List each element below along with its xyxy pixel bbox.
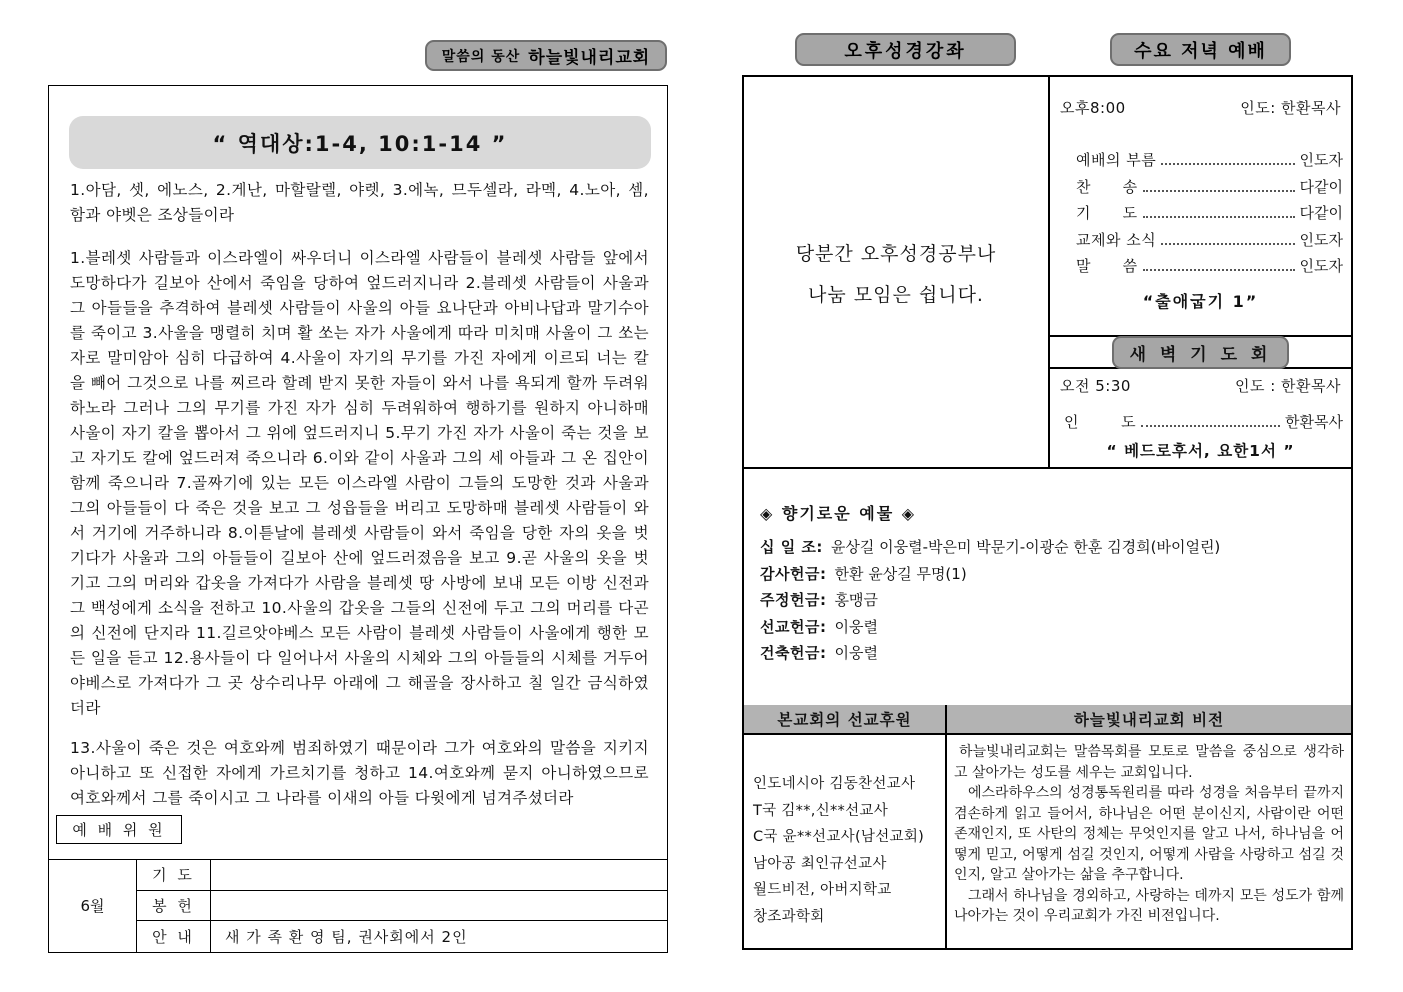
vision-paragraph: 그래서 하나님을 경외하고, 사랑하는 데까지 모든 성도가 함께 나아가는 것이 우리교회가 가진 비전입니다. xyxy=(954,887,1344,924)
offering-value: 이웅렬 xyxy=(834,617,878,636)
offering-label: 십 일 조: xyxy=(760,538,823,556)
notice-line: 당분간 오후성경공부나 xyxy=(795,243,997,265)
worship-committee-table xyxy=(49,859,667,952)
service-leader: 인도: 한환목사 xyxy=(1240,99,1341,117)
services-section xyxy=(744,77,1351,469)
mission-vision-table-body xyxy=(744,735,1351,948)
offering-row xyxy=(760,616,1335,643)
committee-row-value xyxy=(211,891,667,922)
worship-item-label: 교제와 소식 xyxy=(1076,230,1157,249)
sermon-title: “출애굽기 1” xyxy=(1142,292,1259,311)
dotted-leader xyxy=(1143,207,1295,218)
committee-month-cell: 6월 xyxy=(49,860,137,952)
worship-item-label: 기 도 xyxy=(1076,204,1138,222)
missions-header-cell: 본교회의 선교후원 xyxy=(744,705,947,733)
wednesday-time-row xyxy=(1060,97,1341,118)
dawn-prayer-header xyxy=(1050,335,1351,369)
committee-row-value: 새 가 족 환 영 팀, 권사회에서 2인 xyxy=(225,928,468,947)
dawn-prayer-badge: 새 벽 기 도 회 xyxy=(1112,336,1290,369)
mission-list xyxy=(744,735,947,948)
worship-item-value: 한환목사 xyxy=(1285,413,1343,431)
notice-line: 나눔 모임은 쉽니다. xyxy=(808,284,984,306)
bulletin-left-page xyxy=(48,85,668,953)
offering-value: 한환 윤상길 무명(1) xyxy=(834,564,967,583)
scripture-paragraph-closing: 13.사울이 죽은 것은 여호와께 범죄하였기 때문이라 그가 여호와의 말씀을 지키지 아니하고 또 신접한 자에게 가르치기를 청하고 14.여호와께 묻지 아니하였으므로 여호와께서 그를 죽이시고 그 나라를 이새의 아들 다윗에게 넘겨주셨더라 xyxy=(70,739,649,807)
offering-value: 이웅렬 xyxy=(834,644,878,662)
committee-row-value xyxy=(211,860,667,891)
vision-paragraph: 하늘빛내리교회는 말씀목회를 모토로 말씀을 중심으로 생각하고 살아가는 성도를 세우는 교회입니다. xyxy=(954,744,1344,781)
vision-header-cell: 하늘빛내리교회 비전 xyxy=(1073,711,1225,729)
mission-item: 인도네시아 김동찬선교사 xyxy=(753,776,916,792)
vision-text xyxy=(947,735,1351,948)
worship-item-value: 다같이 xyxy=(1299,204,1343,222)
service-leader: 인도 : 한환목사 xyxy=(1234,377,1341,395)
worship-item xyxy=(1076,255,1343,282)
worship-item-value: 인도자 xyxy=(1299,230,1343,249)
offerings-section xyxy=(744,469,1351,705)
offering-row xyxy=(760,642,1335,669)
mission-item: 남아공 최인규선교사 xyxy=(753,855,887,872)
offering-label: 주정헌금: xyxy=(760,591,827,609)
mission-vision-table xyxy=(744,705,1351,948)
dotted-leader xyxy=(1161,154,1294,165)
worship-item xyxy=(1076,229,1343,256)
afternoon-class-notice xyxy=(744,77,1050,469)
wednesday-evening-service-badge: 수요 저녁 예배 xyxy=(1110,33,1291,66)
church-name-badge xyxy=(425,40,667,71)
worship-item-label: 인 도 xyxy=(1064,413,1137,431)
offering-label: 선교헌금: xyxy=(760,617,827,636)
offering-label: 건축헌금: xyxy=(760,644,827,662)
worship-item-label: 말 씀 xyxy=(1076,257,1138,275)
afternoon-bible-class-badge: 오후성경강좌 xyxy=(795,33,1016,66)
offering-row xyxy=(760,536,1335,563)
wednesday-service-column xyxy=(1050,77,1351,469)
service-time: 오후8:00 xyxy=(1060,99,1126,117)
committee-row-label: 기 도 xyxy=(137,860,211,891)
worship-item-value: 다같이 xyxy=(1299,177,1343,196)
dotted-leader xyxy=(1161,234,1294,245)
offering-row xyxy=(760,589,1335,616)
bulletin-right-page xyxy=(742,75,1353,950)
offering-value: 윤상길 이웅렬-박은미 박문기-이광순 한훈 김경희(바이얼린) xyxy=(830,538,1221,556)
offerings-title: ◈ 향기로운 예물 ◈ xyxy=(760,504,917,523)
worship-item-label: 찬 송 xyxy=(1076,177,1138,196)
committee-row-label: 안 내 xyxy=(137,921,211,952)
mission-item: 창조과학회 xyxy=(753,908,825,925)
scripture-reference-title: “ 역대상:1-4, 10:1-14 ” xyxy=(69,116,651,169)
worship-item xyxy=(1076,149,1343,176)
worship-committee-label-box: 예 배 위 원 xyxy=(56,815,182,844)
worship-item-label: 예배의 부름 xyxy=(1076,151,1157,169)
mission-vision-table-header xyxy=(744,705,1351,735)
church-badge-name: 하늘빛내리교회 xyxy=(528,48,651,68)
offering-value: 홍맹금 xyxy=(834,591,878,609)
worship-item xyxy=(1076,176,1343,203)
worship-item-value: 인도자 xyxy=(1299,151,1343,169)
vision-paragraph: 에스라하우스의 성경통독원리를 따라 성경을 처음부터 끝까지 겸손하게 읽고 들어서, 하나님은 어떤 분이신지, 사람이란 어떤 존재인지, 또 사탄의 정체는 무엇인지를 알고 나서, 하나님을 어떻게 믿고, 어떻게 섬길 것인지, 어떻게 사람을 사랑하고 섬길 것인지, 알고 살아가는 삶을 추구합니다. xyxy=(954,785,1344,883)
mission-item: C국 윤**선교사(남선교회) xyxy=(753,829,925,845)
worship-item-value: 인도자 xyxy=(1299,257,1343,275)
church-badge-motto: 말씀의 동산 xyxy=(441,48,521,65)
mission-item: 월드비전, 아버지학교 xyxy=(753,882,892,898)
worship-item xyxy=(1076,202,1343,229)
committee-row-label: 봉 헌 xyxy=(137,891,211,922)
dotted-leader xyxy=(1143,181,1295,192)
dawn-passage-title: “ 베드로후서, 요한1서 ” xyxy=(1106,442,1295,460)
wednesday-order-of-worship xyxy=(1076,149,1343,282)
service-time: 오전 5:30 xyxy=(1060,377,1131,395)
scripture-paragraph-genealogy: 1.아담, 셋, 에노스, 2.게난, 마할랄렐, 야렛, 3.에녹, 므두셀라, 라멕, 4.노아, 셈, 함과 야벳은 조상들이라 xyxy=(70,181,649,224)
offering-row xyxy=(760,563,1335,590)
offering-label: 감사헌금: xyxy=(760,564,827,583)
mission-item: T국 김**,신**선교사 xyxy=(753,802,889,819)
scripture-paragraph-main: 1.블레셋 사람들과 이스라엘이 싸우더니 이스라엘 사람들이 블레셋 사람들 앞에서 도망하다가 길보아 산에서 죽임을 당하여 엎드러지니라 2.블레셋 사람들이 사울과 그 아들들을 추격하여 블레셋 사람들이 사울의 아들 요나단과 아비나답과 말기수아를 죽이고 3.사울을 맹렬히 치며 활 쏘는 자가 사울에게 따라 미치매 사울이 그 쏘는 자로 말미암아 심히 다급하여 4.사울이 자기의 무기를 가진 자에게 이르되 너는 칼을 빼어 그것으로 나를 찌르라 할례 받지 못한 자들이 와서 나를 욕되게 할까 두려워하노라 그러나 그의 무기를 가진 자가 심히 두려워하여 행하기를 원하지 아니하매 사울이 자기 칼을 뽑아서 그 위에 엎드러지니 5.무기 가진 자가 사울이 죽는 것을 보고 자기도 칼에 엎드러져 죽으니라 6.이와 같이 사울과 그의 세 아들과 그 온 집안이 함께 죽으니라 7.골짜기에 있는 모든 이스라엘 사람이 그들의 도망한 것과 사울과 그의 아들들이 다 죽은 것을 보고 그 성읍들을 버리고 도망하매 블레셋 사람들이 와서 거기에 거주하니라 8.이튿날에 블레셋 사람들이 와서 죽임을 당한 자의 옷을 벗기다가 사울과 그의 아들들이 길보아 산에 엎드러졌음을 보고 9.곧 사울의 옷을 벗기고 그의 머리와 갑옷을 가져다가 사람을 블레셋 땅 사방에 보내 모든 이방 신전과 그 백성에게 소식을 전하고 10.사울의 갑옷을 그들의 신전에 두고 그의 머리를 다곤의 신전에 단지라 11.길르앗야베스 모든 사람이 블레셋 사람들이 사울에게 행한 모든 일을 듣고 12.용사들이 다 일어나서 사울의 시체와 그의 아들들의 시체를 거두어 야베스로 가져다가 그 곳 상수리나무 아래에 그 해골을 장사하고 칠 일간 금식하였더라 xyxy=(70,249,649,717)
dotted-leader xyxy=(1143,260,1295,271)
